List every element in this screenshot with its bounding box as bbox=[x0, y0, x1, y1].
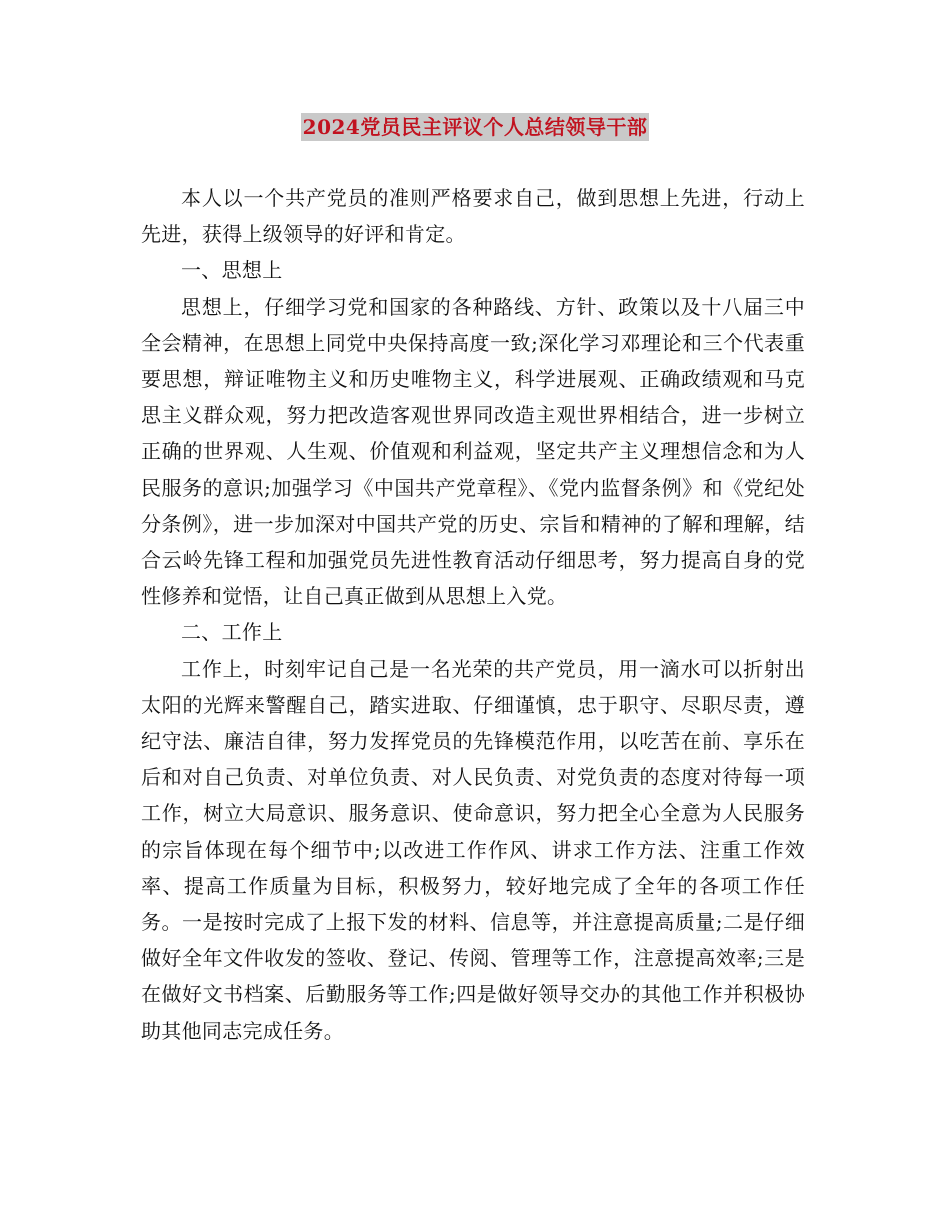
intro-paragraph: 本人以一个共产党员的准则严格要求自己，做到思想上先进，行动上先进，获得上级领导的好评和肯定。 bbox=[141, 186, 805, 247]
section-2-heading: 二、工作上 bbox=[181, 620, 283, 645]
section-2-paragraph: 工作上，时刻牢记自己是一名光荣的共产党员，用一滴水可以折射出太阳的光辉来警醒自己，踏实进取、仔细谨慎，忠于职守、尽职尽责，遵纪守法、廉洁自律，努力发挥党员的先锋模范作用，以吃苦在前、享乐在后和对自己负责、对单位负责、对人民负责、对党负责的态度对待每一项工作，树立大局意识、服务意识、使命意识，努力把全心全意为人民服务的宗旨体现在每个细节中;以改进工作作风、讲求工作方法、注重工作效率、提高工作质量为目标，积极努力，较好地完成了全年的各项工作任务。一是按时完成了上报下发的材料、信息等，并注意提高质量;二是仔细做好全年文件收发的签收、登记、传阅、管理等工作，注意提高效率;三是在做好文书档案、后勤服务等工作;四是做好领导交办的其他工作并积极协助其他同志完成任务。 bbox=[141, 656, 805, 1043]
section-1-heading: 一、思想上 bbox=[181, 258, 283, 283]
section-1-paragraph: 思想上，仔细学习党和国家的各种路线、方针、政策以及十八届三中全会精神，在思想上同党中央保持高度一致;深化学习邓理论和三个代表重要思想，辩证唯物主义和历史唯物主义，科学进展观、正确政绩观和马克思主义群众观，努力把改造客观世界同改造主观世界相结合，进一步树立正确的世界观、人生观、价值观和利益观，坚定共产主义理想信念和为人民服务的意识;加强学习《中国共产党章程》、《党内监督条例》和《党纪处分条例》，进一步加深对中国共产党的历史、宗旨和精神的了解和理解，结合云岭先锋工程和加强党员先进性教育活动仔细思考，努力提高自身的党性修养和觉悟，让自己真正做到从思想上入党。 bbox=[141, 294, 805, 609]
title-container bbox=[0, 113, 950, 141]
document-title: 2024党员民主评议个人总结领导干部 bbox=[302, 115, 648, 139]
document-body bbox=[141, 180, 805, 1049]
